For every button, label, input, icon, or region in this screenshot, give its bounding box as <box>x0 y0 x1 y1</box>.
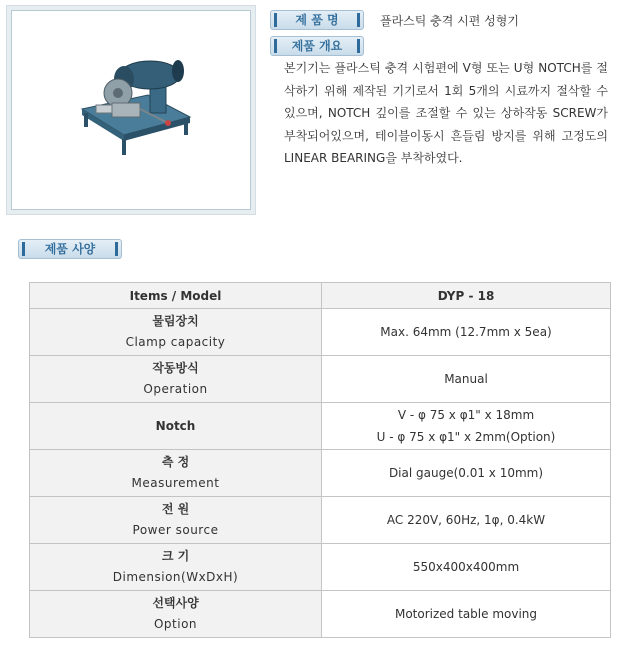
tag-bar-icon <box>357 39 360 53</box>
spec-value: Manual <box>322 356 611 403</box>
spec-value <box>322 403 611 450</box>
notch-cutting-machine-image <box>78 51 198 161</box>
spec-label-cell <box>30 403 322 450</box>
spec-label-cell <box>30 544 322 591</box>
product-image <box>11 10 251 210</box>
spec-header-model: DYP - 18 <box>322 283 611 309</box>
table-row <box>30 356 611 403</box>
spec-label-ko: 크 기 <box>161 549 190 563</box>
spec-label-en: Dimension(WxDxH) <box>112 570 239 584</box>
spec-table <box>29 282 611 638</box>
table-row <box>30 497 611 544</box>
spec-value-line: U - φ 75 x φ1" x 2mm(Option) <box>376 430 556 444</box>
spec-label-en: Measurement <box>131 476 220 490</box>
spec-label-cell <box>30 309 322 356</box>
product-overview-text: 본기기는 플라스틱 충격 시험편에 V형 또는 U형 NOTCH를 절삭하기 위해 제작된 기기로서 1회 5개의 시료까지 절삭할 수 있으며, NOTCH 깊이를 조절할 수 있는 상하작동 SCREW가 부착되어있으며, 테이블이동시 흔들림 방지를 위해 고정도의 LINEAR BEARING을 부착하였다. <box>284 61 608 165</box>
spec-label-ko: 측 정 <box>161 455 190 469</box>
spec-label-en: Operation <box>143 382 208 396</box>
spec-value: Dial gauge(0.01 x 10mm) <box>322 450 611 497</box>
table-row <box>30 544 611 591</box>
spec-section-label: 제품 사양 <box>44 242 96 256</box>
spec-label-cell <box>30 497 322 544</box>
spec-label-en: Power source <box>132 523 219 537</box>
spec-value: 550x400x400mm <box>322 544 611 591</box>
product-name-label: 제 품 명 <box>295 13 339 27</box>
spec-value: Motorized table moving <box>322 591 611 638</box>
product-name-tag <box>270 10 364 30</box>
tag-bar-icon <box>115 242 118 256</box>
table-row <box>30 403 611 450</box>
spec-label-en: Clamp capacity <box>125 335 226 349</box>
product-overview-label: 제품 개요 <box>291 39 343 53</box>
tag-bar-icon <box>357 13 360 27</box>
spec-label-en: Option <box>153 617 198 631</box>
tag-bar-icon <box>22 242 25 256</box>
spec-value-line: V - φ 75 x φ1" x 18mm <box>397 408 535 422</box>
tag-bar-icon <box>274 39 277 53</box>
spec-label-ko: 선택사양 <box>152 596 199 610</box>
product-overview-tag <box>270 36 364 56</box>
table-row <box>30 591 611 638</box>
table-row <box>30 450 611 497</box>
spec-label-cell <box>30 591 322 638</box>
spec-label-cell <box>30 450 322 497</box>
spec-label-ko: 전 원 <box>161 502 190 516</box>
spec-header-items: Items / Model <box>30 283 322 309</box>
spec-label-ko: 물림장치 <box>152 314 199 328</box>
spec-section-tag <box>18 239 122 259</box>
product-image-frame <box>6 5 256 215</box>
table-row <box>30 309 611 356</box>
spec-header-row <box>30 283 611 309</box>
spec-value: Max. 64mm (12.7mm x 5ea) <box>322 309 611 356</box>
spec-label-ko: 작동방식 <box>152 361 199 375</box>
spec-label-cell <box>30 356 322 403</box>
tag-bar-icon <box>274 13 277 27</box>
spec-label-notch: Notch <box>155 419 196 433</box>
spec-value: AC 220V, 60Hz, 1φ, 0.4kW <box>322 497 611 544</box>
product-name-value: 플라스틱 충격 시편 성형기 <box>380 14 519 28</box>
